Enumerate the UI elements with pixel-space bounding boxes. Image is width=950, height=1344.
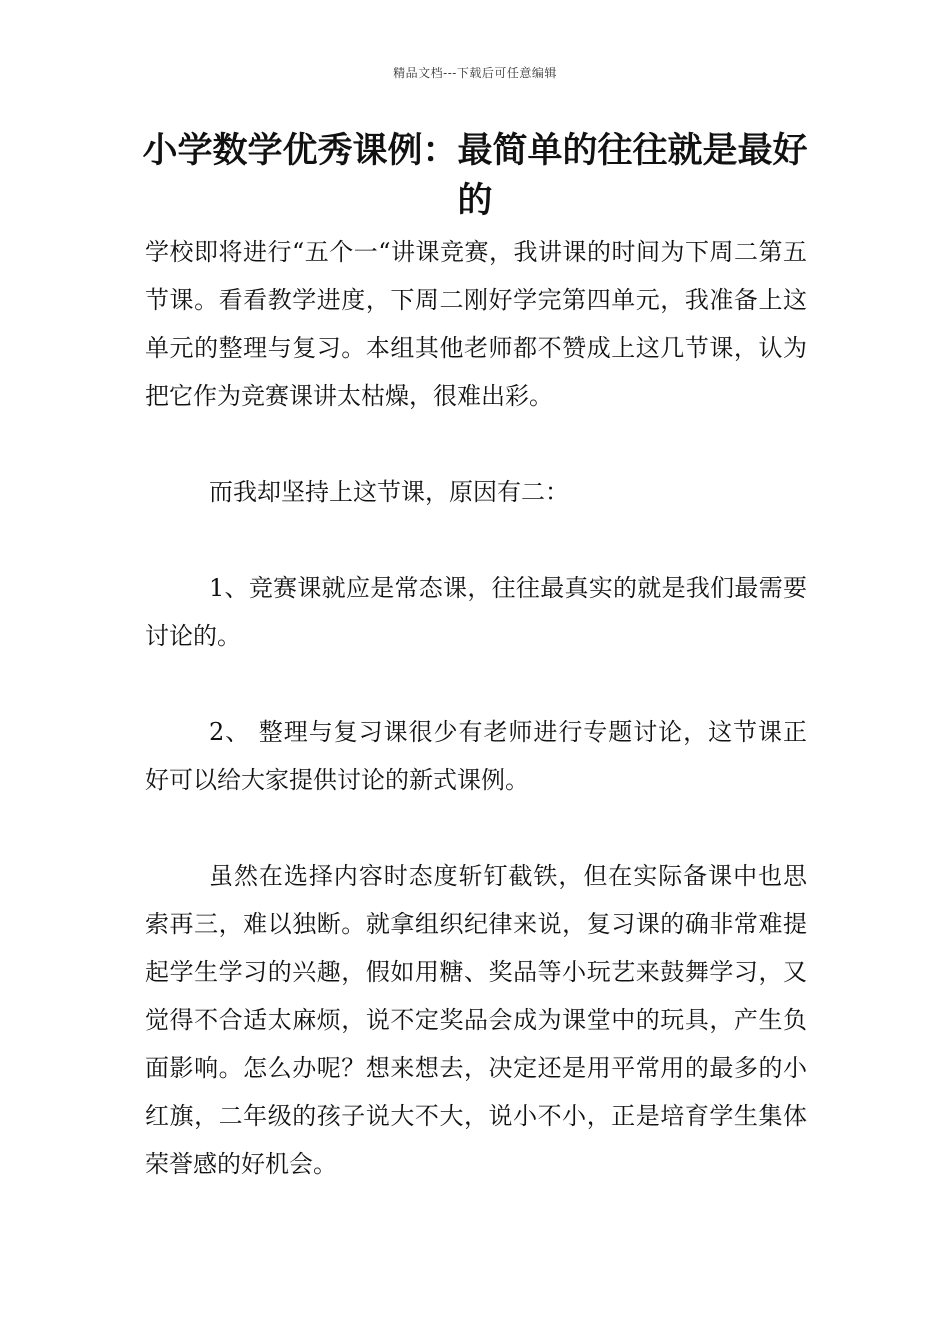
paragraph-preparation: 虽然在选择内容时态度斩钉截铁，但在实际备课中也思索再三，难以独断。就拿组织纪律来说，复习课的确非常难提起学生学习的兴趣，假如用糖、奖品等小玩艺来鼓舞学习，又觉得不合适太麻烦，说不定奖品会成为课堂中的玩具，产生负面影响。怎么办呢？想来想去，决定还是用平常用的最多的小红旗，二年级的孩子说大不大，说小不小，正是培育学生集体荣誉感的好机会。 <box>145 862 807 1178</box>
document-body <box>145 228 807 1188</box>
paragraph-reasons-lead: 而我却坚持上这节课，原因有二： <box>209 478 569 506</box>
paragraph-reason-1: 1、竞赛课就应是常态课，往往最真实的就是我们最需要讨论的。 <box>145 574 807 650</box>
paragraph-reason-2: 2、 整理与复习课很少有老师进行专题讨论，这节课正好可以给大家提供讨论的新式课例。 <box>145 718 807 794</box>
paragraph-intro: 学校即将进行“五个一“讲课竞赛，我讲课的时间为下周二第五节课。看看教学进度，下周二刚好学完第四单元，我准备上这单元的整理与复习。本组其他老师都不赞成上这几节课，认为把它作为竞赛课讲太枯燥，很难出彩。 <box>145 238 807 410</box>
document-title: 小学数学优秀课例：最简单的往往就是最好的 <box>142 131 808 221</box>
header-note: 精品文档---下载后可任意编辑 <box>393 66 557 80</box>
